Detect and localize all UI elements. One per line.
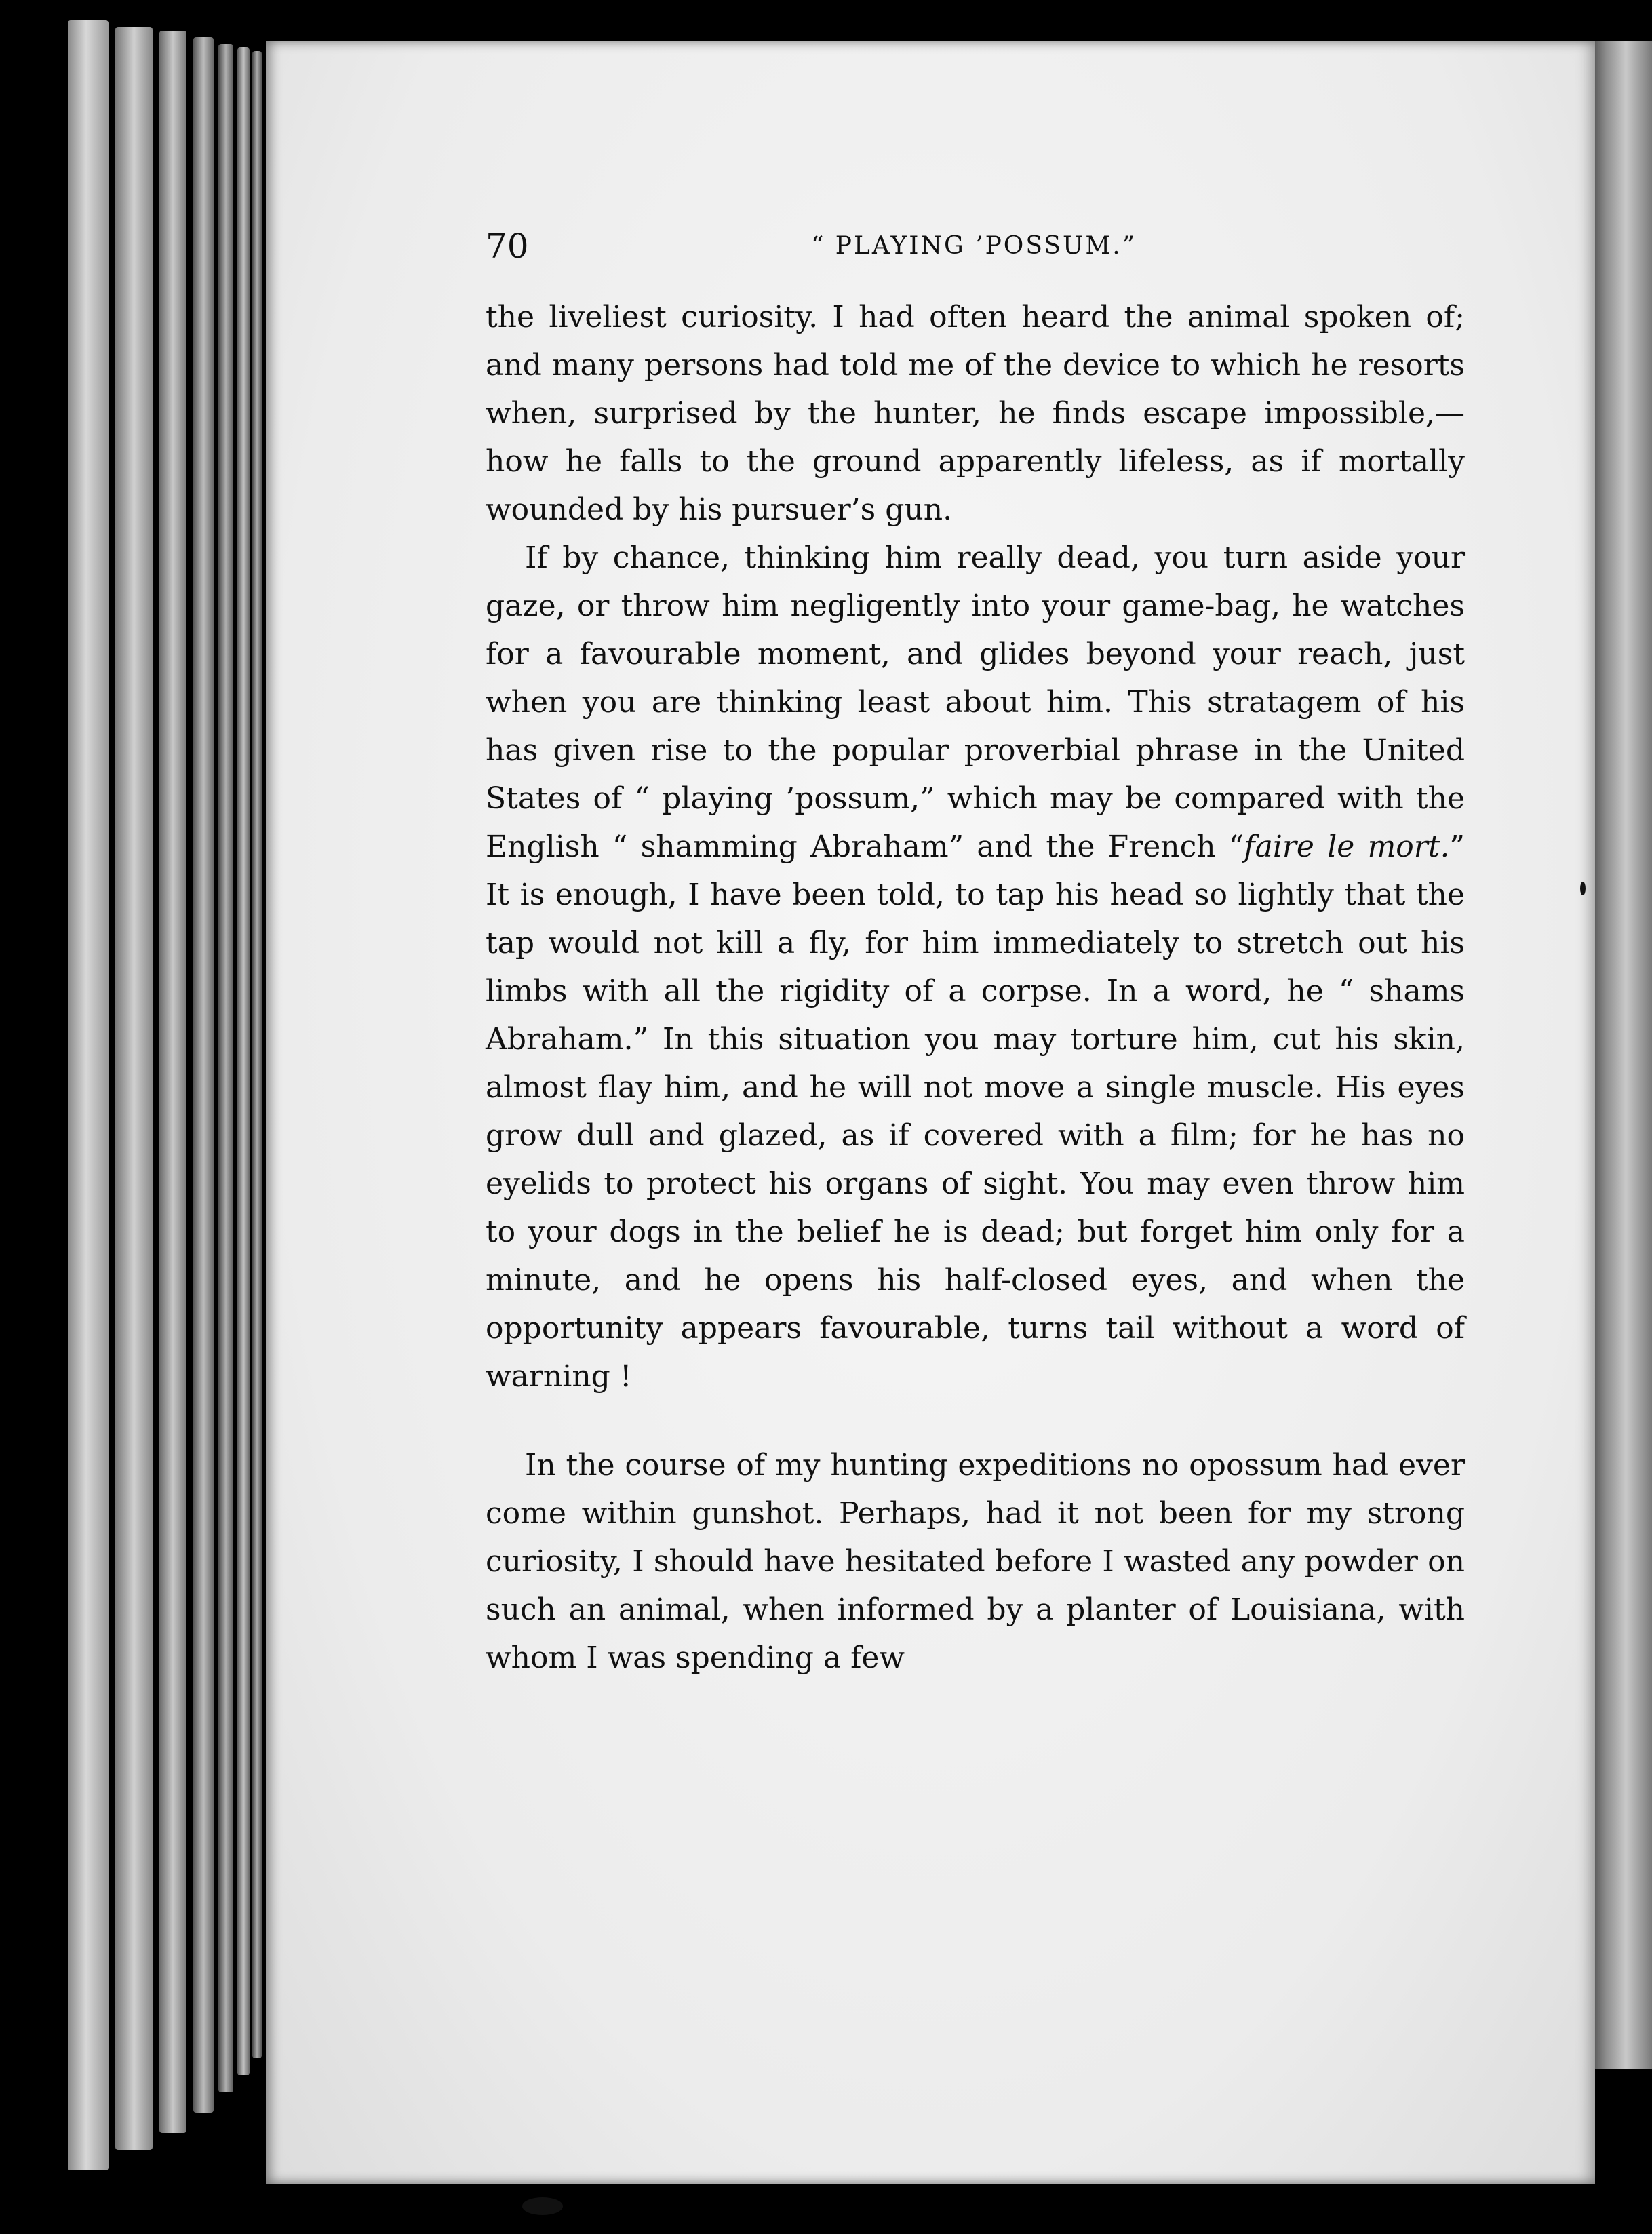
body-text [486, 293, 1465, 1682]
facing-page-edge [1587, 41, 1652, 2069]
page-edge [159, 31, 186, 2133]
page-number: 70 [486, 227, 529, 266]
paragraph-3: In the course of my hunting expeditions no opossum had ever come within gunshot. Perhaps, had it not been for my strong curiosity, I should have hesitated before I wasted any powder on such an animal, when informed by a planter of Louisiana, with whom I was spending a few [486, 1448, 1465, 1675]
scan-speck [522, 2197, 563, 2215]
paragraph-2-part-1: If by chance, thinking him really dead, you turn aside your gaze, or throw him negligently into your game-bag, he watches for a favourable moment, and glides beyond your reach, just when you are thinking least about him. This stratagem of his has given rise to the popular proverbial phrase in the United States of “ playing ’possum,” which may be compared with the English “ shamming Abraham” and the French “ [486, 541, 1465, 864]
page-edge [237, 47, 250, 2075]
paragraph-2-part-2: ” It is enough, I have been told, to tap his head so lightly that the tap would not kill a fly, for him immediately to stretch out his limbs with all the rigidity of a corpse. In a word, he “ shams Abraham.” In this situation you may torture him, cut his skin, almost flay him, and he will not move a single muscle. His eyes grow dull and glazed, as if covered with a film; for he has no eyelids to protect his organs of sight. You may even throw him to your dogs in the belief he is dead; but forget him only for a minute, and he opens his half-closed eyes, and when the opportunity appears favourable, turns tail without a word of warning ! [486, 829, 1465, 1394]
page-edge [252, 51, 262, 2058]
paragraph-1: the liveliest curiosity. I had often heard the animal spoken of; and many persons had told me of the device to which he resorts when, surprised by the hunter, he finds escape impossible,—how he falls to the ground apparently lifeless, as if mortally wounded by his pursuer’s gun. [486, 300, 1465, 527]
page-edge [115, 27, 153, 2150]
paragraph-2 [486, 534, 1465, 1400]
book-page [266, 41, 1595, 2184]
page-edge [193, 37, 214, 2113]
page-header [486, 222, 1462, 270]
page-edge [218, 44, 233, 2092]
running-head: “ PLAYING ’POSSUM.” [810, 232, 1137, 260]
scan-speck [1580, 882, 1586, 895]
page-edge [68, 20, 109, 2170]
italic-phrase: faire le mort. [1244, 829, 1450, 864]
